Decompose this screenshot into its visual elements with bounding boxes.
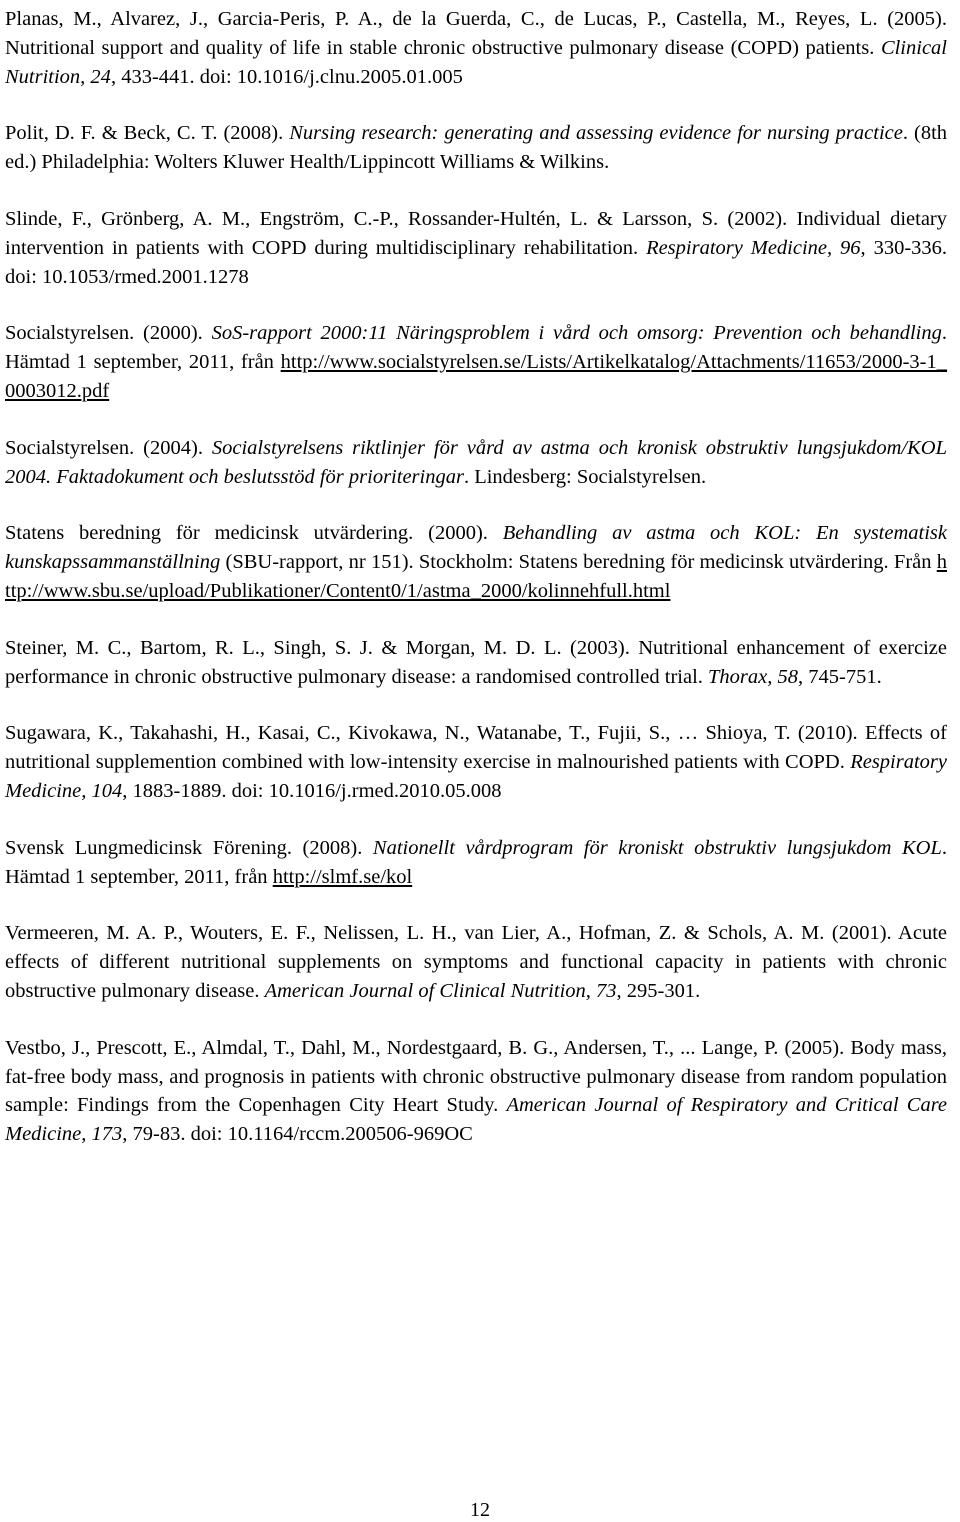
reference-entry xyxy=(5,834,947,892)
reference-italic-text: SoS-rapport 2000:11 Näringsproblem i vård och omsorg: Prevention och behandling xyxy=(211,322,942,345)
reference-text: Socialstyrelsen. (2000). xyxy=(5,322,212,345)
reference-italic-text: Clinical Nutrition, 24 xyxy=(5,36,947,88)
reference-italic-text: American Journal of Clinical Nutrition, 73 xyxy=(264,979,617,1002)
reference-text: Sugawara, K., Takahashi, H., Kasai, C., Kivokawa, N., Watanabe, T., Fujii, S., … Shioya, T. (2010). Effects of nutritional supplemention combined with low-intensity exercise in malnourished patients with COPD. xyxy=(5,722,947,774)
reference-italic-text: Nursing research: generating and assessing evidence for nursing practice xyxy=(289,122,903,145)
reference-italic-text: Behandling av astma och KOL: En systematisk kunskapssammanställning xyxy=(5,522,947,574)
reference-entry xyxy=(5,919,947,1005)
reference-text: Svensk Lungmedicinsk Förening. (2008). xyxy=(5,836,373,859)
reference-entry xyxy=(5,634,947,692)
reference-text: , 745-751. xyxy=(798,665,882,688)
reference-text: Statens beredning för medicinsk utvärdering. (2000). xyxy=(5,522,503,545)
reference-text: , 79-83. doi: 10.1164/rccm.200506-969OC xyxy=(122,1123,473,1146)
reference-text: , 330-336. doi: 10.1053/rmed.2001.1278 xyxy=(5,236,948,288)
reference-entry xyxy=(5,1034,947,1149)
reference-text: , 295-301. xyxy=(616,979,701,1002)
reference-text: , 1883-1889. doi: 10.1016/j.rmed.2010.05.008 xyxy=(122,779,502,802)
reference-text: Planas, M., Alvarez, J., Garcia-Peris, P. A., de la Guerda, C., de Lucas, P., Castella, M., Reyes, L. (2005). Nutritional support and quality of life in stable chronic obstructive pulmonary disease (COPD) patients. xyxy=(5,8,947,59)
reference-link[interactable]: http://www.sbu.se/upload/Publikationer/Content0/1/astma_2000/kolinnehfull.html xyxy=(5,551,947,602)
reference-text: Polit, D. F. & Beck, C. T. (2008). xyxy=(5,122,290,145)
reference-text: , 433-441. doi: 10.1016/j.clnu.2005.01.005 xyxy=(110,65,463,88)
reference-text: (SBU-rapport, nr 151). Stockholm: Statens beredning för medicinsk utvärdering. Från xyxy=(220,551,937,574)
reference-entry xyxy=(5,319,947,405)
reference-text: Vestbo, J., Prescott, E., Almdal, T., Dahl, M., Nordestgaard, B. G., Andersen, T., ... Lange, P. (2005). Body mass, fat-free body mass, and prognosis in patients with chronic obstructive pulmonary disease from random population sample: Findings from the Copenhagen City Heart Study. xyxy=(5,1036,947,1117)
reference-text: . Hämtad 1 september, 2011, från xyxy=(5,836,947,888)
reference-entry xyxy=(5,205,947,291)
reference-italic-text: Respiratory Medicine, 104 xyxy=(5,751,947,802)
reference-entry xyxy=(5,519,947,605)
reference-text: Slinde, F., Grönberg, A. M., Engström, C.-P., Rossander-Hultén, L. & Larsson, S. (2002). Individual dietary intervention in patients with COPD during multidisciplinary rehabilitation. xyxy=(5,207,947,259)
reference-text: Steiner, M. C., Bartom, R. L., Singh, S. J. & Morgan, M. D. L. (2003). Nutritional enhancement of exercize performance in chronic obstructive pulmonary disease: a randomised controlled trial. xyxy=(5,636,947,688)
reference-entry xyxy=(5,5,947,91)
reference-entry xyxy=(5,434,947,492)
reference-entry xyxy=(5,119,947,177)
reference-italic-text: Respiratory Medicine, 96 xyxy=(646,236,861,259)
reference-text: . Lindesberg: Socialstyrelsen. xyxy=(463,465,707,488)
reference-italic-text: Nationellt vårdprogram för kroniskt obstruktiv lungsjukdom KOL xyxy=(372,836,942,859)
reference-italic-text: American Journal of Respiratory and Critical Care Medicine, 173 xyxy=(5,1094,948,1146)
reference-text: Socialstyrelsen. (2004). xyxy=(5,436,212,459)
reference-link[interactable]: http://www.socialstyrelsen.se/Lists/Artikelkatalog/Attachments/11653/2000-3-1_0003012.pdf xyxy=(5,351,947,402)
reference-entry xyxy=(5,719,947,805)
reference-link[interactable]: http://slmf.se/kol xyxy=(272,865,413,888)
reference-text: . Hämtad 1 september, 2011, från xyxy=(5,322,947,374)
reference-italic-text: Thorax, 58 xyxy=(708,665,799,688)
reference-list xyxy=(5,5,947,1149)
reference-text: Vermeeren, M. A. P., Wouters, E. F., Nelissen, L. H., van Lier, A., Hofman, Z. & Schols, A. M. (2001). Acute effects of different nutritional supplements on symptoms and functional capacity in patients with chronic obstructive pulmonary disease. xyxy=(5,922,947,1002)
reference-italic-text: Socialstyrelsens riktlinjer för vård av astma och kronisk obstruktiv lungsjukdom/KOL 2004. Faktadokument och beslutsstöd för prioriteringar xyxy=(5,436,947,488)
page-number: 12 xyxy=(470,1499,490,1521)
reference-text: . (8th ed.) Philadelphia: Wolters Kluwer Health/Lippincott Williams & Wilkins. xyxy=(5,122,948,174)
